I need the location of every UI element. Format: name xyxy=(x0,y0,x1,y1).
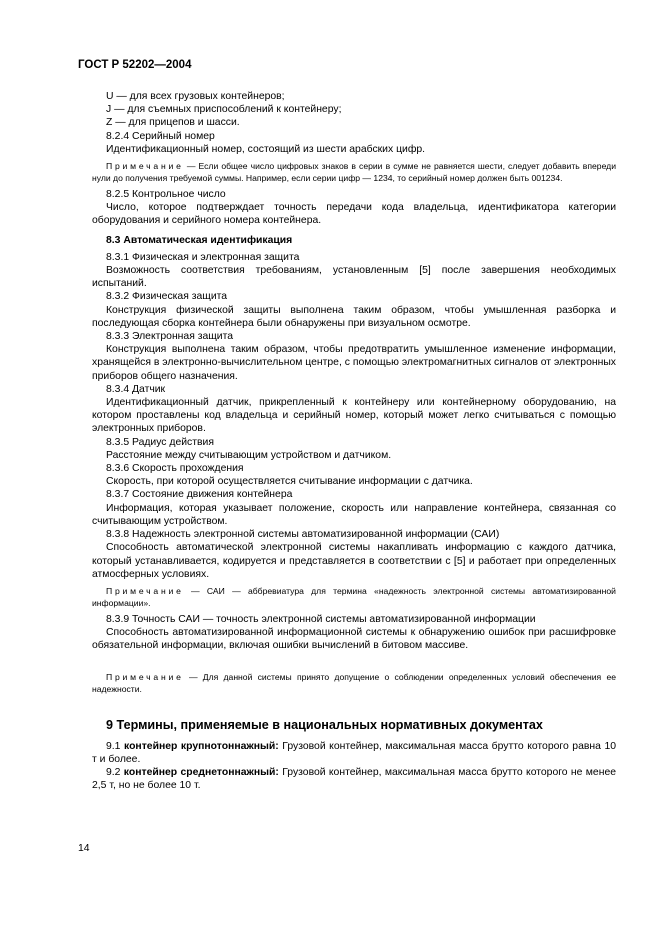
category-line-u: U — для всех грузовых контейнеров; xyxy=(106,91,285,102)
section-8-3-2-text: Конструкция физической защиты выполнена таким образом, чтобы умышленная разборка и последующая сборка контейнера были обнаружены при визуальном осмотре. xyxy=(92,304,616,329)
term-name: контейнер среднетоннажный: xyxy=(123,767,279,779)
section-8-3-6-title: 8.3.6 Скорость прохождения xyxy=(106,463,244,475)
section-8-3-heading: 8.3 Автоматическая идентификация xyxy=(106,234,293,246)
section-9-heading: 9 Термины, применяемые в национальных нормативных документах xyxy=(106,717,543,732)
category-line-z: Z — для прицепов и шасси. xyxy=(106,117,240,129)
term-definition: Грузовой контейнер, максимальная масса брутто которого не менее 2,5 т, но не более 10 т. xyxy=(92,767,616,792)
page-number: 14 xyxy=(78,843,90,854)
section-8-2-5-title: 8.2.5 Контрольное число xyxy=(106,189,226,201)
section-8-3-9-title: 8.3.9 Точность САИ — точность электронной системы автоматизированной информации xyxy=(106,613,536,625)
note-label: Примечание xyxy=(106,671,184,682)
section-8-2-5-text: Число, которое подтверждает точность передачи кода владельца, идентификатора категории оборудования и серийного номера контейнера. xyxy=(92,202,616,227)
term-9-2 xyxy=(92,766,616,792)
term-number: 9.2 xyxy=(106,767,124,779)
section-8-3-7-text: Информация, которая указывает положение, скорость или направление контейнера, связанная со считывающим устройством. xyxy=(92,502,616,527)
section-8-3-6-text: Скорость, при которой осуществляется считывание информации с датчика. xyxy=(106,476,473,488)
section-8-3-8-text: Способность автоматической электронной системы накапливать информацию с каждого датчика, который устанавливается, кодируется и представляется в соответствии с [5] и работает при определенных атмосферных условиях. xyxy=(92,542,616,580)
note-text: — Для данной системы принято допущение о соблюдении определенных условий обеспечения ее надежности. xyxy=(92,671,616,694)
section-8-3-4-title: 8.3.4 Датчик xyxy=(106,383,166,395)
section-8-3-3-title: 8.3.3 Электронная защита xyxy=(106,331,234,343)
section-8-3-1-text: Возможность соответствия требованиям, установленным [5] после завершения необходимых испытаний. xyxy=(92,265,616,290)
term-name: контейнер крупнотоннажный: xyxy=(124,740,279,752)
section-8-3-8-title: 8.3.8 Надежность электронной системы автоматизированной информации (САИ) xyxy=(106,529,500,541)
section-8-3-5-title: 8.3.5 Радиус действия xyxy=(106,436,214,448)
page-header-standard: ГОСТ Р 52202—2004 xyxy=(78,59,192,71)
note-2 xyxy=(92,585,616,609)
term-9-1 xyxy=(92,740,616,766)
spacer xyxy=(92,653,616,667)
section-8-3-3-text: Конструкция выполнена таким образом, чтобы предотвратить умышленное изменение информации, хранящейся в электронно-вычислительном центре, с помощью электромагнитных сигналов от электронных приборов общего назначения. xyxy=(92,344,616,382)
section-8-3-7-title: 8.3.7 Состояние движения контейнера xyxy=(106,489,293,501)
section-8-3-5-text: Расстояние между считывающим устройством и датчиком. xyxy=(106,449,392,461)
note-label: Примечание xyxy=(106,161,184,172)
note-3 xyxy=(92,671,616,695)
section-8-3-2-title: 8.3.2 Физическая защита xyxy=(106,291,228,303)
section-8-2-4-text: Идентификационный номер, состоящий из шести арабских цифр. xyxy=(106,143,426,155)
note-text: — САИ — аббревиатура для термина «надежность электронной системы автоматизированной информации». xyxy=(92,585,616,608)
note-label: Примечание xyxy=(106,585,184,596)
note-text: — Если общее число цифровых знаков в серии в сумме не равняется шести, следует добавить впереди нули до получения требуемой суммы. Например, если серии цифр — 1234, то серийный номер должен быть 001234. xyxy=(92,161,616,184)
category-line-j: J — для съемных приспособлений к контейнеру; xyxy=(106,104,342,116)
section-8-2-4-title: 8.2.4 Серийный номер xyxy=(106,130,215,142)
term-number: 9.1 xyxy=(106,740,125,752)
note-1 xyxy=(92,160,616,184)
term-definition: Грузовой контейнер, максимальная масса брутто которого равна 10 т и более. xyxy=(92,740,616,765)
section-8-3-1-title: 8.3.1 Физическая и электронная защита xyxy=(106,251,300,263)
section-8-3-9-text: Способность автоматизированной информационной системы к обнаружению ошибок при расшифровке обязательной информации, включая ошибки вычислений в битовом массиве. xyxy=(92,627,616,652)
section-8-3-4-text: Идентификационный датчик, прикрепленный к контейнеру или контейнерному оборудованию, на котором проставлены код владельца и серийный номер, который может легко считываться с помощью электронных приборов. xyxy=(92,397,616,435)
page-content xyxy=(92,90,616,793)
